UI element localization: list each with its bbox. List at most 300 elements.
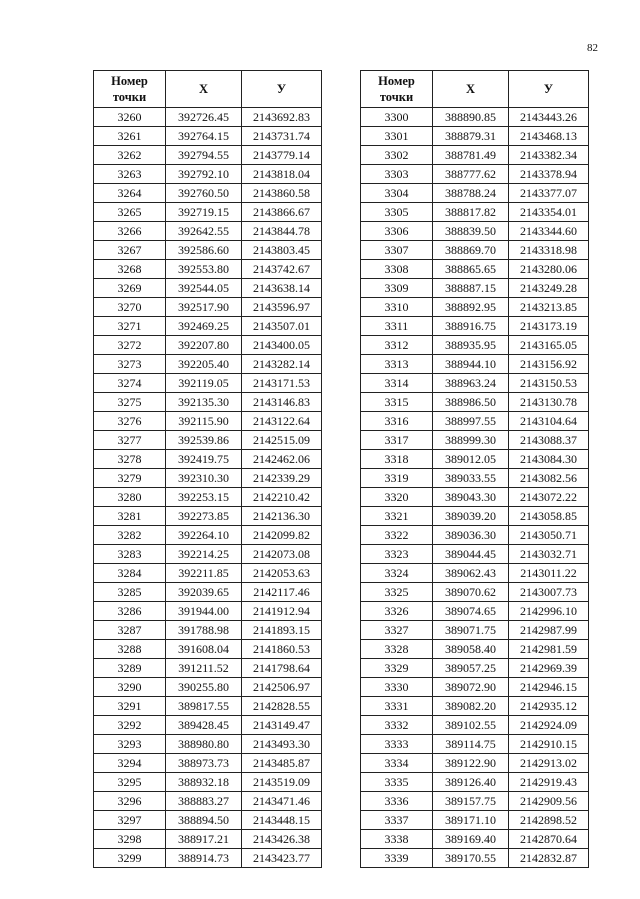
- table-row: [361, 526, 589, 545]
- point-number-cell: 3309: [361, 279, 433, 298]
- table-row: [94, 488, 322, 507]
- point-number-cell: 3329: [361, 659, 433, 678]
- point-number-cell: 3268: [94, 260, 166, 279]
- x-coordinate-cell: 392264.10: [166, 526, 242, 545]
- x-coordinate-cell: 392760.50: [166, 184, 242, 203]
- table-row: [361, 412, 589, 431]
- y-coordinate-cell: 2142053.63: [242, 564, 322, 583]
- y-coordinate-cell: 2143485.87: [242, 754, 322, 773]
- x-coordinate-cell: 392273.85: [166, 507, 242, 526]
- y-coordinate-cell: 2143280.06: [509, 260, 589, 279]
- point-number-cell: 3313: [361, 355, 433, 374]
- table-row: [361, 431, 589, 450]
- table-row: [361, 260, 589, 279]
- table-row: [361, 564, 589, 583]
- x-coordinate-cell: 388865.65: [433, 260, 509, 279]
- table-row: [94, 431, 322, 450]
- table-row: [94, 336, 322, 355]
- table-row: [94, 241, 322, 260]
- point-number-cell: 3291: [94, 697, 166, 716]
- table-row: [94, 184, 322, 203]
- table-row: [361, 488, 589, 507]
- y-coordinate-cell: 2142117.46: [242, 583, 322, 602]
- y-coordinate-cell: 2143638.14: [242, 279, 322, 298]
- x-coordinate-cell: 389428.45: [166, 716, 242, 735]
- table-row: [361, 203, 589, 222]
- table-row: [361, 393, 589, 412]
- y-coordinate-cell: 2142515.09: [242, 431, 322, 450]
- x-coordinate-cell: 388781.49: [433, 146, 509, 165]
- x-coordinate-cell: 392419.75: [166, 450, 242, 469]
- y-coordinate-cell: 2142462.06: [242, 450, 322, 469]
- table-row: [361, 165, 589, 184]
- point-number-cell: 3333: [361, 735, 433, 754]
- y-coordinate-cell: 2143803.45: [242, 241, 322, 260]
- point-number-cell: 3282: [94, 526, 166, 545]
- x-coordinate-cell: 389012.05: [433, 450, 509, 469]
- point-number-cell: 3265: [94, 203, 166, 222]
- table-row: [361, 127, 589, 146]
- point-number-cell: 3319: [361, 469, 433, 488]
- y-coordinate-cell: 2142136.30: [242, 507, 322, 526]
- x-coordinate-cell: 389157.75: [433, 792, 509, 811]
- point-number-cell: 3318: [361, 450, 433, 469]
- x-coordinate-cell: 392764.15: [166, 127, 242, 146]
- point-number-cell: 3322: [361, 526, 433, 545]
- table-row: [361, 241, 589, 260]
- y-coordinate-cell: 2143007.73: [509, 583, 589, 602]
- table-row: [361, 279, 589, 298]
- x-coordinate-cell: 389102.55: [433, 716, 509, 735]
- x-coordinate-cell: 388917.21: [166, 830, 242, 849]
- table-header-row: [94, 71, 322, 108]
- y-coordinate-cell: 2142909.56: [509, 792, 589, 811]
- y-coordinate-cell: 2143423.77: [242, 849, 322, 868]
- table-row: [94, 526, 322, 545]
- table-row: [94, 640, 322, 659]
- y-coordinate-cell: 2143149.47: [242, 716, 322, 735]
- x-coordinate-cell: 389070.62: [433, 583, 509, 602]
- y-coordinate-cell: 2143146.83: [242, 393, 322, 412]
- x-coordinate-cell: 388944.10: [433, 355, 509, 374]
- point-number-cell: 3337: [361, 811, 433, 830]
- x-coordinate-cell: 392214.25: [166, 545, 242, 564]
- y-coordinate-cell: 2142898.52: [509, 811, 589, 830]
- table-row: [94, 393, 322, 412]
- table-row: [361, 146, 589, 165]
- table-row: [361, 336, 589, 355]
- table-row: [94, 735, 322, 754]
- point-number-cell: 3281: [94, 507, 166, 526]
- table-row: [94, 279, 322, 298]
- y-coordinate-cell: 2142919.43: [509, 773, 589, 792]
- x-coordinate-cell: 392211.85: [166, 564, 242, 583]
- y-coordinate-cell: 2143130.78: [509, 393, 589, 412]
- table-row: [361, 602, 589, 621]
- coordinates-body-right: [361, 108, 589, 868]
- point-number-cell: 3264: [94, 184, 166, 203]
- page-number: 82: [587, 42, 598, 54]
- x-coordinate-cell: 392469.25: [166, 317, 242, 336]
- y-coordinate-cell: 2143173.19: [509, 317, 589, 336]
- x-coordinate-cell: 388777.62: [433, 165, 509, 184]
- point-number-cell: 3266: [94, 222, 166, 241]
- x-coordinate-cell: 388817.82: [433, 203, 509, 222]
- header-point-line2: точки: [379, 90, 414, 104]
- y-coordinate-cell: 2143866.67: [242, 203, 322, 222]
- y-coordinate-cell: 2143519.09: [242, 773, 322, 792]
- point-number-cell: 3297: [94, 811, 166, 830]
- point-number-cell: 3276: [94, 412, 166, 431]
- table-row: [361, 811, 589, 830]
- x-coordinate-cell: 392119.05: [166, 374, 242, 393]
- point-number-cell: 3273: [94, 355, 166, 374]
- header-y: У: [509, 71, 589, 108]
- y-coordinate-cell: 2143382.34: [509, 146, 589, 165]
- point-number-cell: 3288: [94, 640, 166, 659]
- y-coordinate-cell: 2141893.15: [242, 621, 322, 640]
- point-number-cell: 3311: [361, 317, 433, 336]
- point-number-cell: 3295: [94, 773, 166, 792]
- y-coordinate-cell: 2141912.94: [242, 602, 322, 621]
- x-coordinate-cell: 388890.85: [433, 108, 509, 127]
- point-number-cell: 3269: [94, 279, 166, 298]
- x-coordinate-cell: 388883.27: [166, 792, 242, 811]
- point-number-cell: 3310: [361, 298, 433, 317]
- table-row: [94, 374, 322, 393]
- point-number-cell: 3327: [361, 621, 433, 640]
- y-coordinate-cell: 2142924.09: [509, 716, 589, 735]
- point-number-cell: 3316: [361, 412, 433, 431]
- x-coordinate-cell: 391788.98: [166, 621, 242, 640]
- table-row: [94, 621, 322, 640]
- table-row: [361, 108, 589, 127]
- table-row: [94, 260, 322, 279]
- table-row: [361, 621, 589, 640]
- x-coordinate-cell: 390255.80: [166, 678, 242, 697]
- point-number-cell: 3267: [94, 241, 166, 260]
- point-number-cell: 3277: [94, 431, 166, 450]
- point-number-cell: 3299: [94, 849, 166, 868]
- table-row: [361, 222, 589, 241]
- point-number-cell: 3290: [94, 678, 166, 697]
- table-row: [94, 203, 322, 222]
- coordinates-table-left: [93, 70, 322, 868]
- table-row: [94, 545, 322, 564]
- point-number-cell: 3304: [361, 184, 433, 203]
- point-number-cell: 3331: [361, 697, 433, 716]
- table-row: [94, 146, 322, 165]
- x-coordinate-cell: 388935.95: [433, 336, 509, 355]
- point-number-cell: 3261: [94, 127, 166, 146]
- table-row: [94, 792, 322, 811]
- x-coordinate-cell: 389170.55: [433, 849, 509, 868]
- point-number-cell: 3323: [361, 545, 433, 564]
- y-coordinate-cell: 2143507.01: [242, 317, 322, 336]
- x-coordinate-cell: 391944.00: [166, 602, 242, 621]
- x-coordinate-cell: 389058.40: [433, 640, 509, 659]
- point-number-cell: 3332: [361, 716, 433, 735]
- point-number-cell: 3274: [94, 374, 166, 393]
- x-coordinate-cell: 388879.31: [433, 127, 509, 146]
- table-row: [361, 659, 589, 678]
- table-row: [94, 469, 322, 488]
- table-row: [94, 317, 322, 336]
- table-row: [361, 374, 589, 393]
- table-row: [361, 773, 589, 792]
- table-row: [361, 450, 589, 469]
- point-number-cell: 3305: [361, 203, 433, 222]
- table-row: [361, 754, 589, 773]
- y-coordinate-cell: 2142996.10: [509, 602, 589, 621]
- x-coordinate-cell: 391211.52: [166, 659, 242, 678]
- point-number-cell: 3262: [94, 146, 166, 165]
- y-coordinate-cell: 2142339.29: [242, 469, 322, 488]
- x-coordinate-cell: 388892.95: [433, 298, 509, 317]
- y-coordinate-cell: 2143072.22: [509, 488, 589, 507]
- x-coordinate-cell: 389169.40: [433, 830, 509, 849]
- table-row: [94, 507, 322, 526]
- point-number-cell: 3320: [361, 488, 433, 507]
- y-coordinate-cell: 2142828.55: [242, 697, 322, 716]
- x-coordinate-cell: 388999.30: [433, 431, 509, 450]
- point-number-cell: 3315: [361, 393, 433, 412]
- y-coordinate-cell: 2143468.13: [509, 127, 589, 146]
- header-point-number: [361, 71, 433, 108]
- x-coordinate-cell: 389033.55: [433, 469, 509, 488]
- x-coordinate-cell: 389817.55: [166, 697, 242, 716]
- x-coordinate-cell: 392253.15: [166, 488, 242, 507]
- x-coordinate-cell: 388839.50: [433, 222, 509, 241]
- point-number-cell: 3286: [94, 602, 166, 621]
- coordinates-body-left: [94, 108, 322, 868]
- x-coordinate-cell: 392792.10: [166, 165, 242, 184]
- point-number-cell: 3279: [94, 469, 166, 488]
- x-coordinate-cell: 389057.25: [433, 659, 509, 678]
- x-coordinate-cell: 388973.73: [166, 754, 242, 773]
- y-coordinate-cell: 2142210.42: [242, 488, 322, 507]
- point-number-cell: 3324: [361, 564, 433, 583]
- table-row: [94, 830, 322, 849]
- point-number-cell: 3280: [94, 488, 166, 507]
- y-coordinate-cell: 2143742.67: [242, 260, 322, 279]
- y-coordinate-cell: 2143122.64: [242, 412, 322, 431]
- y-coordinate-cell: 2143011.22: [509, 564, 589, 583]
- table-row: [361, 355, 589, 374]
- y-coordinate-cell: 2142969.39: [509, 659, 589, 678]
- y-coordinate-cell: 2143471.46: [242, 792, 322, 811]
- x-coordinate-cell: 388986.50: [433, 393, 509, 412]
- y-coordinate-cell: 2143156.92: [509, 355, 589, 374]
- table-row: [94, 564, 322, 583]
- table-row: [361, 298, 589, 317]
- header-x: Х: [433, 71, 509, 108]
- x-coordinate-cell: 389043.30: [433, 488, 509, 507]
- y-coordinate-cell: 2143084.30: [509, 450, 589, 469]
- point-number-cell: 3330: [361, 678, 433, 697]
- point-number-cell: 3308: [361, 260, 433, 279]
- table-row: [361, 830, 589, 849]
- y-coordinate-cell: 2143426.38: [242, 830, 322, 849]
- point-number-cell: 3283: [94, 545, 166, 564]
- x-coordinate-cell: 388997.55: [433, 412, 509, 431]
- point-number-cell: 3306: [361, 222, 433, 241]
- table-row: [94, 716, 322, 735]
- point-number-cell: 3270: [94, 298, 166, 317]
- table-header-row: [361, 71, 589, 108]
- x-coordinate-cell: 389036.30: [433, 526, 509, 545]
- x-coordinate-cell: 388894.50: [166, 811, 242, 830]
- x-coordinate-cell: 392115.90: [166, 412, 242, 431]
- x-coordinate-cell: 392586.60: [166, 241, 242, 260]
- table-row: [361, 697, 589, 716]
- y-coordinate-cell: 2143171.53: [242, 374, 322, 393]
- table-row: [361, 583, 589, 602]
- table-row: [94, 811, 322, 830]
- y-coordinate-cell: 2143104.64: [509, 412, 589, 431]
- x-coordinate-cell: 388980.80: [166, 735, 242, 754]
- table-row: [94, 127, 322, 146]
- table-row: [94, 165, 322, 184]
- x-coordinate-cell: 392719.15: [166, 203, 242, 222]
- table-row: [94, 355, 322, 374]
- x-coordinate-cell: 389072.90: [433, 678, 509, 697]
- point-number-cell: 3321: [361, 507, 433, 526]
- table-row: [94, 412, 322, 431]
- y-coordinate-cell: 2142870.64: [509, 830, 589, 849]
- point-number-cell: 3296: [94, 792, 166, 811]
- table-row: [94, 849, 322, 868]
- table-row: [361, 849, 589, 868]
- x-coordinate-cell: 389082.20: [433, 697, 509, 716]
- point-number-cell: 3325: [361, 583, 433, 602]
- y-coordinate-cell: 2143692.83: [242, 108, 322, 127]
- y-coordinate-cell: 2143082.56: [509, 469, 589, 488]
- x-coordinate-cell: 392135.30: [166, 393, 242, 412]
- x-coordinate-cell: 391608.04: [166, 640, 242, 659]
- x-coordinate-cell: 389062.43: [433, 564, 509, 583]
- x-coordinate-cell: 392310.30: [166, 469, 242, 488]
- table-row: [94, 108, 322, 127]
- x-coordinate-cell: 392517.90: [166, 298, 242, 317]
- y-coordinate-cell: 2143165.05: [509, 336, 589, 355]
- header-point-line1: Номер: [378, 74, 415, 88]
- y-coordinate-cell: 2141798.64: [242, 659, 322, 678]
- table-row: [361, 469, 589, 488]
- y-coordinate-cell: 2143493.30: [242, 735, 322, 754]
- y-coordinate-cell: 2143088.37: [509, 431, 589, 450]
- y-coordinate-cell: 2142506.97: [242, 678, 322, 697]
- y-coordinate-cell: 2143443.26: [509, 108, 589, 127]
- point-number-cell: 3284: [94, 564, 166, 583]
- x-coordinate-cell: 392539.86: [166, 431, 242, 450]
- y-coordinate-cell: 2142832.87: [509, 849, 589, 868]
- y-coordinate-cell: 2142913.02: [509, 754, 589, 773]
- table-row: [94, 222, 322, 241]
- table-row: [94, 450, 322, 469]
- y-coordinate-cell: 2143032.71: [509, 545, 589, 564]
- point-number-cell: 3314: [361, 374, 433, 393]
- x-coordinate-cell: 392205.40: [166, 355, 242, 374]
- y-coordinate-cell: 2143344.60: [509, 222, 589, 241]
- x-coordinate-cell: 392039.65: [166, 583, 242, 602]
- x-coordinate-cell: 392544.05: [166, 279, 242, 298]
- table-row: [361, 507, 589, 526]
- y-coordinate-cell: 2143779.14: [242, 146, 322, 165]
- point-number-cell: 3312: [361, 336, 433, 355]
- point-number-cell: 3301: [361, 127, 433, 146]
- y-coordinate-cell: 2143249.28: [509, 279, 589, 298]
- table-row: [94, 298, 322, 317]
- point-number-cell: 3339: [361, 849, 433, 868]
- point-number-cell: 3335: [361, 773, 433, 792]
- table-row: [94, 678, 322, 697]
- point-number-cell: 3328: [361, 640, 433, 659]
- coordinates-table-right: [360, 70, 589, 868]
- y-coordinate-cell: 2142073.08: [242, 545, 322, 564]
- point-number-cell: 3303: [361, 165, 433, 184]
- y-coordinate-cell: 2143058.85: [509, 507, 589, 526]
- x-coordinate-cell: 388788.24: [433, 184, 509, 203]
- y-coordinate-cell: 2142099.82: [242, 526, 322, 545]
- point-number-cell: 3287: [94, 621, 166, 640]
- y-coordinate-cell: 2143860.58: [242, 184, 322, 203]
- table-row: [361, 735, 589, 754]
- x-coordinate-cell: 388932.18: [166, 773, 242, 792]
- x-coordinate-cell: 392794.55: [166, 146, 242, 165]
- header-x: Х: [166, 71, 242, 108]
- point-number-cell: 3317: [361, 431, 433, 450]
- y-coordinate-cell: 2143150.53: [509, 374, 589, 393]
- point-number-cell: 3263: [94, 165, 166, 184]
- y-coordinate-cell: 2143378.94: [509, 165, 589, 184]
- point-number-cell: 3285: [94, 583, 166, 602]
- table-row: [94, 602, 322, 621]
- y-coordinate-cell: 2143318.98: [509, 241, 589, 260]
- table-row: [361, 640, 589, 659]
- point-number-cell: 3293: [94, 735, 166, 754]
- point-number-cell: 3307: [361, 241, 433, 260]
- x-coordinate-cell: 389074.65: [433, 602, 509, 621]
- point-number-cell: 3300: [361, 108, 433, 127]
- point-number-cell: 3271: [94, 317, 166, 336]
- header-y: У: [242, 71, 322, 108]
- table-row: [361, 184, 589, 203]
- x-coordinate-cell: 388963.24: [433, 374, 509, 393]
- table-row: [361, 317, 589, 336]
- y-coordinate-cell: 2143282.14: [242, 355, 322, 374]
- x-coordinate-cell: 389114.75: [433, 735, 509, 754]
- y-coordinate-cell: 2143050.71: [509, 526, 589, 545]
- table-row: [361, 545, 589, 564]
- point-number-cell: 3302: [361, 146, 433, 165]
- point-number-cell: 3278: [94, 450, 166, 469]
- y-coordinate-cell: 2142987.99: [509, 621, 589, 640]
- table-row: [361, 678, 589, 697]
- point-number-cell: 3326: [361, 602, 433, 621]
- point-number-cell: 3275: [94, 393, 166, 412]
- table-row: [361, 716, 589, 735]
- y-coordinate-cell: 2142910.15: [509, 735, 589, 754]
- point-number-cell: 3294: [94, 754, 166, 773]
- table-row: [94, 773, 322, 792]
- point-number-cell: 3334: [361, 754, 433, 773]
- x-coordinate-cell: 392207.80: [166, 336, 242, 355]
- x-coordinate-cell: 389044.45: [433, 545, 509, 564]
- table-row: [94, 754, 322, 773]
- x-coordinate-cell: 388914.73: [166, 849, 242, 868]
- point-number-cell: 3289: [94, 659, 166, 678]
